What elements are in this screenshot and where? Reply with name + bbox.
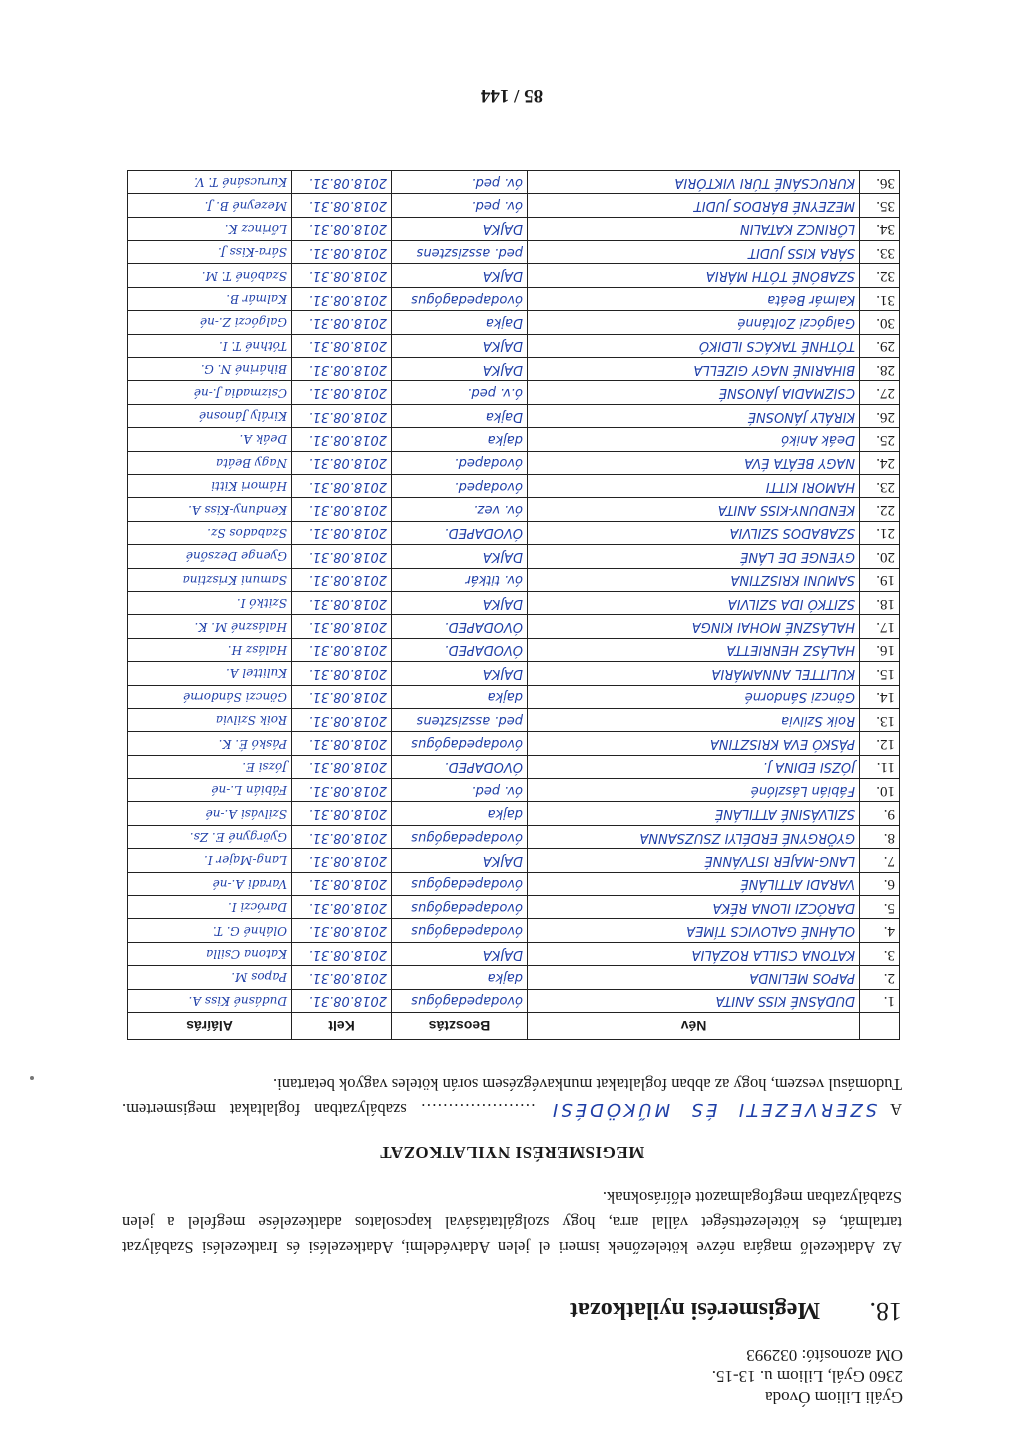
row-signature: Galgóczi Z.-né [128, 311, 292, 334]
row-name: PÁSKÓ EVA KRISZTINA [528, 732, 860, 755]
row-signature: Biháriné N. G. [128, 358, 292, 381]
row-signature: Varadi A.-né [128, 872, 292, 895]
declaration-suffix: szabályzatban foglaltakat megismertem. Tudomásul veszem, hogy az abban foglaltakat munkavégzésem során köteles vagyok betartani. [121, 1075, 902, 1119]
table-row [128, 732, 900, 755]
row-name: MEZEYNÉ BÁRDOS JUDIT [528, 194, 860, 217]
row-date: 2018.08.31. [292, 381, 392, 404]
row-name: GYÖRGYNÉ ERDÉLYI ZSUZSANNA [528, 825, 860, 848]
row-date: 2018.08.31. [292, 708, 392, 731]
table-row [128, 989, 900, 1012]
row-position: óv. vez. [392, 498, 528, 521]
row-name: SZABADOS SZILVIA [528, 521, 860, 544]
row-index: 11. [860, 755, 900, 778]
row-name: SZILVÁSINÉ ATTILÁNÉ [528, 802, 860, 825]
row-position: óvodapedagógus [392, 732, 528, 755]
row-position: Dajka [392, 311, 528, 334]
row-signature: Halász H. [128, 638, 292, 661]
table-row [128, 475, 900, 498]
row-signature: Csizmadia J.-né [128, 381, 292, 404]
row-signature: Roik Szilvia [128, 708, 292, 731]
row-date: 2018.08.31. [292, 755, 392, 778]
row-name: HALÁSZNÉ MOHAI KINGA [528, 615, 860, 638]
declaration-title: MEGISMERÉSI NYILATKOZAT [379, 1143, 645, 1162]
row-date: 2018.08.31. [292, 896, 392, 919]
row-index: 35. [860, 194, 900, 217]
row-name: Galgóczi Zoltánné [528, 311, 860, 334]
row-signature: Daróczi I. [128, 896, 292, 919]
row-date: 2018.08.31. [292, 685, 392, 708]
row-index: 31. [860, 287, 900, 310]
row-signature: Páskó É. K. [128, 732, 292, 755]
row-position: óvodaped. [392, 451, 528, 474]
intro-paragraph: Az Adatkezelő magára nézve kötelezőnek ismeri el jelen Adatvédelmi, Adatkezelési és Iratkezelési Szabályzat tartalmát, és kötelezettséget vállal arra, hogy szolgáltatásával kapcsolatos adatkezelése megfelel a jelen Szabályzatban megfogalmazott előírásoknak. [122, 1188, 902, 1257]
row-index: 5. [860, 896, 900, 919]
row-date: 2018.08.31. [292, 311, 392, 334]
row-name: Roik Szilvia [528, 708, 860, 731]
column-header-position: Beosztás [392, 1013, 528, 1040]
row-position: DAJKA [392, 591, 528, 614]
row-position: ÓVODAPED. [392, 755, 528, 778]
row-date: 2018.08.31. [292, 334, 392, 357]
table-row [128, 966, 900, 989]
table-row [128, 521, 900, 544]
row-date: 2018.08.31. [292, 194, 392, 217]
row-signature: Györgyné E. Zs. [128, 825, 292, 848]
row-index: 15. [860, 662, 900, 685]
row-index: 25. [860, 428, 900, 451]
institution-header [712, 1345, 903, 1408]
row-date: 2018.08.31. [292, 241, 392, 264]
row-signature: Nagy Beáta [128, 451, 292, 474]
row-index: 33. [860, 241, 900, 264]
row-date: 2018.08.31. [292, 732, 392, 755]
row-date: 2018.08.31. [292, 568, 392, 591]
row-signature: Kurucsáné T. V. [128, 170, 292, 193]
row-signature: Szabados Sz. [128, 521, 292, 544]
row-index: 20. [860, 545, 900, 568]
row-signature: Fábián L.-né [128, 779, 292, 802]
row-name: Fábián Lászlóné [528, 779, 860, 802]
row-index: 7. [860, 849, 900, 872]
row-index: 30. [860, 311, 900, 334]
table-row [128, 568, 900, 591]
scan-speck [30, 1076, 34, 1080]
row-date: 2018.08.31. [292, 966, 392, 989]
row-index: 19. [860, 568, 900, 591]
row-position: óvodapedagógus [392, 989, 528, 1012]
row-signature: Halászné M. K. [128, 615, 292, 638]
signature-table [127, 170, 900, 1040]
row-date: 2018.08.31. [292, 498, 392, 521]
institution-om-id: OM azonosító: 032993 [746, 1346, 903, 1365]
row-name: KIRÁLY JÁNOSNÉ [528, 404, 860, 427]
table-row [128, 685, 900, 708]
row-name: GYENGE DE LÁNÉ [528, 545, 860, 568]
row-date: 2018.08.31. [292, 358, 392, 381]
row-signature: Szabóné T. M. [128, 264, 292, 287]
row-name: SZABÓNÉ TÓTH MÁRIA [528, 264, 860, 287]
row-signature: Kenduny-Kiss A. [128, 498, 292, 521]
row-name: PAPOS MELINDA [528, 966, 860, 989]
row-index: 22. [860, 498, 900, 521]
row-name: HALÁSZ HENRIETTA [528, 638, 860, 661]
row-position: óvodapedagógus [392, 872, 528, 895]
table-row [128, 241, 900, 264]
row-index: 4. [860, 919, 900, 942]
table-row [128, 404, 900, 427]
row-date: 2018.08.31. [292, 287, 392, 310]
table-row [128, 708, 900, 731]
row-position: óv. ped. [392, 194, 528, 217]
row-index: 9. [860, 802, 900, 825]
row-index: 36. [860, 170, 900, 193]
row-index: 18. [860, 591, 900, 614]
row-position: óvodapedagógus [392, 896, 528, 919]
signature-table-body [128, 170, 900, 1012]
table-row [128, 825, 900, 848]
row-date: 2018.08.31. [292, 779, 392, 802]
row-date: 2018.08.31. [292, 451, 392, 474]
row-name: BIHARINÉ NAGY GIZELLA [528, 358, 860, 381]
table-row [128, 662, 900, 685]
row-name: JÓZSI EDINA J. [528, 755, 860, 778]
row-index: 10. [860, 779, 900, 802]
section-number: 18. [869, 1297, 902, 1326]
row-signature: Gönczi Sándorné [128, 685, 292, 708]
row-name: KURUCSÁNÉ TÚRI VIKTÓRIA [528, 170, 860, 193]
table-row [128, 311, 900, 334]
row-position: ó.v. ped. [392, 381, 528, 404]
row-signature: Deák A. [128, 428, 292, 451]
column-header-index [860, 1013, 900, 1040]
declaration-prefix: A [890, 1100, 902, 1119]
section-title [570, 1296, 902, 1326]
row-position: DAJKA [392, 264, 528, 287]
row-date: 2018.08.31. [292, 404, 392, 427]
row-index: 21. [860, 521, 900, 544]
row-signature: Kulittel A. [128, 662, 292, 685]
table-row [128, 545, 900, 568]
row-signature: Oláhné G. T. [128, 919, 292, 942]
row-date: 2018.08.31. [292, 872, 392, 895]
table-row [128, 264, 900, 287]
table-row [128, 872, 900, 895]
row-name: KENDUNY-KISS ANITA [528, 498, 860, 521]
row-index: 6. [860, 872, 900, 895]
row-position: DAJKA [392, 849, 528, 872]
row-position: ÓVODAPED. [392, 638, 528, 661]
row-date: 2018.08.31. [292, 591, 392, 614]
row-name: SAMUNI KRISZTINA [528, 568, 860, 591]
row-position: óv. ped. [392, 779, 528, 802]
row-position: dajka [392, 685, 528, 708]
row-date: 2018.08.31. [292, 989, 392, 1012]
table-row [128, 755, 900, 778]
row-name: LANG-MAJER ISTVÁNNÉ [528, 849, 860, 872]
table-row [128, 334, 900, 357]
table-row [128, 896, 900, 919]
row-index: 16. [860, 638, 900, 661]
row-signature: Józsi E. [128, 755, 292, 778]
row-signature: Mezeyné B. J. [128, 194, 292, 217]
row-index: 8. [860, 825, 900, 848]
declaration-text: A SZERVEZETI ÉS MŰKÖDÉSI ………………… szabályzatban foglaltakat megismertem. Tudomásul veszem, hogy az abban foglaltakat munkavégzésem során köteles vagyok betartani. [121, 1075, 902, 1120]
institution-address: 2360 Gyál, Liliom u. 13-15. [711, 1367, 903, 1386]
row-position: DAJKA [392, 942, 528, 965]
row-signature: Dudásné Kiss A. [128, 989, 292, 1012]
page-number: 85 / 144 [480, 85, 544, 106]
column-header-signature: Aláírás [128, 1013, 292, 1040]
row-position: dajka [392, 966, 528, 989]
row-name: KULITTEL ANNAMÁRIA [528, 662, 860, 685]
row-index: 28. [860, 358, 900, 381]
row-name: HAMORI KITTI [528, 475, 860, 498]
row-position: DAJKA [392, 545, 528, 568]
row-signature: Sára-Kiss J. [128, 241, 292, 264]
row-index: 14. [860, 685, 900, 708]
row-date: 2018.08.31. [292, 802, 392, 825]
row-position: DAJKA [392, 662, 528, 685]
row-name: LŐRINCZ KATALIN [528, 217, 860, 240]
row-date: 2018.08.31. [292, 638, 392, 661]
row-name: KATONA CSILLA ROZÁLIA [528, 942, 860, 965]
row-signature: Szilvási A.-né [128, 802, 292, 825]
table-row [128, 849, 900, 872]
row-name: TÓTHNÉ TAKÁCS ILDIKÓ [528, 334, 860, 357]
row-name: DUDÁSNÉ KISS ANITA [528, 989, 860, 1012]
row-index: 27. [860, 381, 900, 404]
row-signature: Lőrincz K. [128, 217, 292, 240]
row-index: 1. [860, 989, 900, 1012]
row-name: SZITKÓ IDA SZILVIA [528, 591, 860, 614]
row-date: 2018.08.31. [292, 849, 392, 872]
institution-name: Gyáli Liliom Óvoda [765, 1388, 903, 1407]
row-signature: Papos M. [128, 966, 292, 989]
row-date: 2018.08.31. [292, 475, 392, 498]
table-row [128, 615, 900, 638]
row-index: 29. [860, 334, 900, 357]
table-header-row [128, 1013, 900, 1040]
row-position: DAJKA [392, 334, 528, 357]
row-date: 2018.08.31. [292, 264, 392, 287]
row-name: Kalmár Beáta [528, 287, 860, 310]
row-name: Deák Anikó [528, 428, 860, 451]
row-date: 2018.08.31. [292, 942, 392, 965]
row-name: OLÁHNÉ GALOVICS TÍMEA [528, 919, 860, 942]
row-position: óvodapedagógus [392, 825, 528, 848]
row-name: NAGY BEÁTA ÉVA [528, 451, 860, 474]
row-position: DAJKA [392, 217, 528, 240]
row-position: ÓVODAPED. [392, 615, 528, 638]
row-position: óv. ped. [392, 170, 528, 193]
table-row [128, 170, 900, 193]
row-name: SÁRA KISS JUDIT [528, 241, 860, 264]
row-signature: Király Jánosné [128, 404, 292, 427]
row-position: óvodapedagógus [392, 287, 528, 310]
table-row [128, 217, 900, 240]
row-index: 13. [860, 708, 900, 731]
row-date: 2018.08.31. [292, 170, 392, 193]
table-row [128, 194, 900, 217]
table-row [128, 451, 900, 474]
row-position: óv. titkár [392, 568, 528, 591]
table-row [128, 428, 900, 451]
row-position: dajka [392, 428, 528, 451]
row-signature: Katona Csilla [128, 942, 292, 965]
row-signature: Lang-Majer I. [128, 849, 292, 872]
row-signature: Samuni Krisztina [128, 568, 292, 591]
table-row [128, 779, 900, 802]
table-row [128, 287, 900, 310]
table-row [128, 919, 900, 942]
row-index: 26. [860, 404, 900, 427]
row-name: Gönczi Sándorné [528, 685, 860, 708]
table-row [128, 638, 900, 661]
row-signature: Tóthné T. I. [128, 334, 292, 357]
row-signature: Kalmár B. [128, 287, 292, 310]
row-index: 34. [860, 217, 900, 240]
row-signature: Gyenge Dezsőné [128, 545, 292, 568]
table-row [128, 802, 900, 825]
row-date: 2018.08.31. [292, 825, 392, 848]
table-row [128, 358, 900, 381]
declaration-filled-value: SZERVEZETI ÉS MŰKÖDÉSI [549, 1099, 878, 1120]
row-position: óvodaped. [392, 475, 528, 498]
row-date: 2018.08.31. [292, 521, 392, 544]
row-position: Dajka [392, 404, 528, 427]
row-date: 2018.08.31. [292, 428, 392, 451]
table-row [128, 942, 900, 965]
row-position: óvodapedagógus [392, 919, 528, 942]
row-index: 12. [860, 732, 900, 755]
row-index: 2. [860, 966, 900, 989]
table-row [128, 498, 900, 521]
row-position: DAJKA [392, 358, 528, 381]
row-index: 23. [860, 475, 900, 498]
row-position: ped. asszisztens [392, 241, 528, 264]
column-header-name: Név [528, 1013, 860, 1040]
row-date: 2018.08.31. [292, 662, 392, 685]
row-date: 2018.08.31. [292, 217, 392, 240]
row-position: dajka [392, 802, 528, 825]
column-header-date: Kelt [292, 1013, 392, 1040]
table-row [128, 381, 900, 404]
row-index: 32. [860, 264, 900, 287]
row-date: 2018.08.31. [292, 545, 392, 568]
row-index: 17. [860, 615, 900, 638]
row-name: VARADI ATTILÁNÉ [528, 872, 860, 895]
row-index: 24. [860, 451, 900, 474]
row-signature: Hámori Kitti [128, 475, 292, 498]
row-position: ÓVODAPED. [392, 521, 528, 544]
row-signature: Szitkó I. [128, 591, 292, 614]
row-name: CSIZMADIA JÁNOSNÉ [528, 381, 860, 404]
row-position: ped. asszisztens [392, 708, 528, 731]
table-row [128, 591, 900, 614]
section-title-text: Megismerési nyilatkozat [570, 1297, 820, 1323]
row-date: 2018.08.31. [292, 615, 392, 638]
row-name: DARÓCZI ILONA RÉKA [528, 896, 860, 919]
row-date: 2018.08.31. [292, 919, 392, 942]
row-index: 3. [860, 942, 900, 965]
